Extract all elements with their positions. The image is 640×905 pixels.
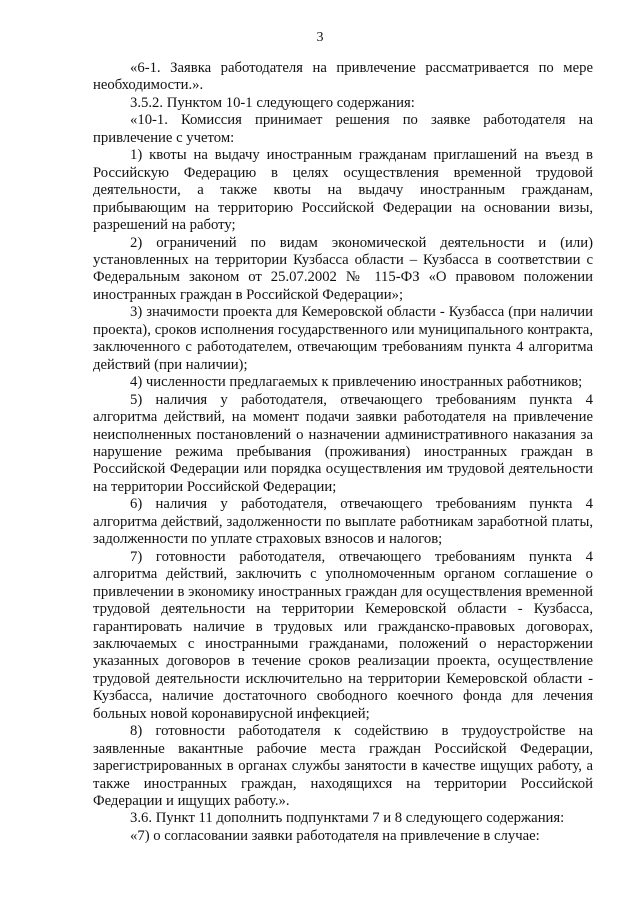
paragraph-6-1-closing: «6-1. Заявка работодателя на привлечение рассматривается по мере необходимости.». xyxy=(93,60,593,94)
paragraph-3-6: 3.6. Пункт 11 дополнить подпунктами 7 и 8 следующего содержания: xyxy=(130,810,565,827)
list-item-5: 5) наличия у работодателя, отвечающего требованиям пункта 4 алгоритма действий, на момент подачи заявки работодателя на привлечение неисполненных постановлений о назначении административного наказания за нарушение режима пребывания (проживания) иностранных граждан в Российской Федерации или порядка осуществления им трудовой деятельности на территории Российской Федерации; xyxy=(93,391,593,495)
list-item-2: 2) ограничений по видам экономической деятельности и (или) установленных на территории Кузбасса области – Кузбасса в соответствии с Федеральным законом от 25.07.2002 № 115-ФЗ «О правовом положении иностранных граждан в Российской Федерации»; xyxy=(93,234,593,303)
subitem-7-start: «7) о согласовании заявки работодателя на привлечение в случае: xyxy=(130,827,540,844)
paragraph-3-5-2: 3.5.2. Пунктом 10-1 следующего содержания: xyxy=(130,94,415,111)
list-item-3: 3) значимости проекта для Кемеровской области - Кузбасса (при наличии проекта), сроков исполнения государственного или муниципального контракта, заключенного с работодателем, отвечающим требованиям пункта 4 алгоритма действий (при наличии); xyxy=(93,304,593,373)
list-item-1: 1) квоты на выдачу иностранным гражданам приглашений на въезд в Российскую Федерацию в целях осуществления временной трудовой деятельности, а также квоты на выдачу иностранным гражданам, прибывающим на территорию Российской Федерации на основании визы, разрешений на работу; xyxy=(93,147,593,234)
list-item-7: 7) готовности работодателя, отвечающего требованиям пункта 4 алгоритма действий, заключить с уполномоченным органом соглашение о привлечении в экономику иностранных граждан для осуществления временной трудовой деятельности на территории Кемеровской области - Кузбасса, гарантировать наличие в трудовых или гражданско-правовых договорах, заключаемых с иностранными гражданами, положений о нерасторжении указанных договоров в течение сроков реализации проекта, осуществление трудовой деятельности исключительно на территории Кемеровской области - Кузбасса, наличие достаточного свободного коечного фонда для лечения больных новой коронавирусной инфекцией; xyxy=(93,548,593,722)
list-item-4: 4) численности предлагаемых к привлечению иностранных работников; xyxy=(130,374,583,391)
list-item-6: 6) наличия у работодателя, отвечающего требованиям пункта 4 алгоритма действий, задолженности по выплате работникам заработной платы, задолженности по уплате страховых взносов и налогов; xyxy=(93,496,593,548)
page-number: 3 xyxy=(316,30,324,45)
list-item-8: 8) готовности работодателя к содействию в трудоустройстве на заявленные вакантные рабочие места граждан Российской Федерации, зарегистрированных в органах службы занятости в качестве ищущих работу, а также иностранных граждан, находящихся на территории Российской Федерации и ищущих работу.». xyxy=(93,723,593,810)
paragraph-10-1: «10-1. Комиссия принимает решения по заявке работодателя на привлечение с учетом: xyxy=(93,112,593,146)
document-body xyxy=(93,60,593,845)
